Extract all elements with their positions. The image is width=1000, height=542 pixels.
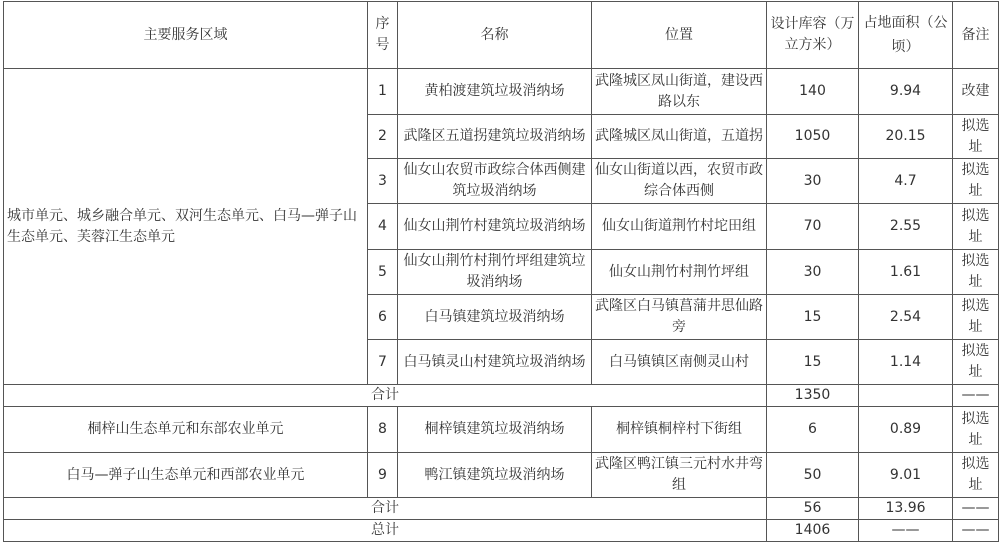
cell-name: 仙女山荆竹村荆竹坪组建筑垃圾消纳场 bbox=[398, 250, 592, 295]
cell-capacity: 50 bbox=[767, 453, 859, 498]
cell-capacity: 30 bbox=[767, 250, 859, 295]
cell-area: 20.15 bbox=[859, 115, 953, 159]
cell-no: 9 bbox=[368, 453, 398, 498]
region-cell: 白马—弹子山生态单元和西部农业单元 bbox=[4, 453, 368, 498]
cell-name: 鸭江镇建筑垃圾消纳场 bbox=[398, 453, 592, 498]
table-row bbox=[4, 453, 999, 498]
subtotal-remark: —— bbox=[953, 385, 999, 407]
cell-no: 3 bbox=[368, 159, 398, 204]
header-row bbox=[4, 2, 999, 69]
cell-no: 6 bbox=[368, 295, 398, 340]
subtotal-row bbox=[4, 385, 999, 407]
cell-name: 桐梓镇建筑垃圾消纳场 bbox=[398, 407, 592, 453]
header-area: 占地面积（公顷） bbox=[859, 2, 953, 69]
subtotal-label: 合计 bbox=[4, 498, 767, 520]
header-location: 位置 bbox=[592, 2, 767, 69]
cell-area: 9.01 bbox=[859, 453, 953, 498]
cell-remark: 拟选址 bbox=[953, 250, 999, 295]
total-label: 总计 bbox=[4, 520, 767, 542]
cell-area: 2.54 bbox=[859, 295, 953, 340]
cell-capacity: 15 bbox=[767, 340, 859, 385]
cell-no: 8 bbox=[368, 407, 398, 453]
header-no: 序号 bbox=[368, 2, 398, 69]
subtotal-label: 合计 bbox=[4, 385, 767, 407]
cell-remark: 拟选址 bbox=[953, 204, 999, 250]
cell-remark: 拟选址 bbox=[953, 453, 999, 498]
cell-no: 5 bbox=[368, 250, 398, 295]
cell-name: 武隆区五道拐建筑垃圾消纳场 bbox=[398, 115, 592, 159]
cell-no: 7 bbox=[368, 340, 398, 385]
cell-no: 4 bbox=[368, 204, 398, 250]
cell-name: 白马镇灵山村建筑垃圾消纳场 bbox=[398, 340, 592, 385]
subtotal-area: 13.96 bbox=[859, 498, 953, 520]
table-row bbox=[4, 407, 999, 453]
cell-remark: 拟选址 bbox=[953, 340, 999, 385]
cell-capacity: 70 bbox=[767, 204, 859, 250]
cell-location: 仙女山街道荆竹村坨田组 bbox=[592, 204, 767, 250]
total-row bbox=[4, 520, 999, 542]
cell-location: 仙女山荆竹村荆竹坪组 bbox=[592, 250, 767, 295]
total-capacity: 1406 bbox=[767, 520, 859, 542]
region-cell: 桐梓山生态单元和东部农业单元 bbox=[4, 407, 368, 453]
subtotal-capacity: 1350 bbox=[767, 385, 859, 407]
cell-location: 仙女山街道以西，农贸市政综合体西侧 bbox=[592, 159, 767, 204]
subtotal-row bbox=[4, 498, 999, 520]
cell-area: 4.7 bbox=[859, 159, 953, 204]
cell-area: 1.61 bbox=[859, 250, 953, 295]
cell-capacity: 140 bbox=[767, 69, 859, 115]
cell-name: 黄柏渡建筑垃圾消纳场 bbox=[398, 69, 592, 115]
cell-capacity: 30 bbox=[767, 159, 859, 204]
cell-area: 1.14 bbox=[859, 340, 953, 385]
subtotal-area bbox=[859, 385, 953, 407]
cell-remark: 拟选址 bbox=[953, 295, 999, 340]
cell-name: 仙女山农贸市政综合体西侧建筑垃圾消纳场 bbox=[398, 159, 592, 204]
cell-location: 白马镇镇区南侧灵山村 bbox=[592, 340, 767, 385]
cell-remark: 拟选址 bbox=[953, 115, 999, 159]
cell-location: 武隆城区凤山街道，五道拐 bbox=[592, 115, 767, 159]
cell-remark: 拟选址 bbox=[953, 159, 999, 204]
header-region: 主要服务区域 bbox=[4, 2, 368, 69]
subtotal-capacity: 56 bbox=[767, 498, 859, 520]
cell-location: 武隆城区凤山街道，建设西路以东 bbox=[592, 69, 767, 115]
cell-no: 2 bbox=[368, 115, 398, 159]
header-remark: 备注 bbox=[953, 2, 999, 69]
cell-location: 桐梓镇桐梓村下街组 bbox=[592, 407, 767, 453]
cell-area: 0.89 bbox=[859, 407, 953, 453]
cell-remark: 拟选址 bbox=[953, 407, 999, 453]
cell-area: 2.55 bbox=[859, 204, 953, 250]
header-name: 名称 bbox=[398, 2, 592, 69]
header-capacity: 设计库容（万立方米） bbox=[767, 2, 859, 69]
region-cell: 城市单元、城乡融合单元、双河生态单元、白马—弹子山生态单元、芙蓉江生态单元 bbox=[4, 69, 368, 385]
total-remark: —— bbox=[953, 520, 999, 542]
cell-name: 白马镇建筑垃圾消纳场 bbox=[398, 295, 592, 340]
table-row bbox=[4, 69, 999, 115]
subtotal-remark: —— bbox=[953, 498, 999, 520]
cell-capacity: 15 bbox=[767, 295, 859, 340]
cell-location: 武隆区鸭江镇三元村水井弯组 bbox=[592, 453, 767, 498]
cell-location: 武隆区白马镇菖蒲井思仙路旁 bbox=[592, 295, 767, 340]
cell-area: 9.94 bbox=[859, 69, 953, 115]
cell-remark: 改建 bbox=[953, 69, 999, 115]
total-area: —— bbox=[859, 520, 953, 542]
cell-capacity: 1050 bbox=[767, 115, 859, 159]
cell-capacity: 6 bbox=[767, 407, 859, 453]
cell-no: 1 bbox=[368, 69, 398, 115]
cell-name: 仙女山荆竹村建筑垃圾消纳场 bbox=[398, 204, 592, 250]
facility-table bbox=[3, 1, 999, 542]
